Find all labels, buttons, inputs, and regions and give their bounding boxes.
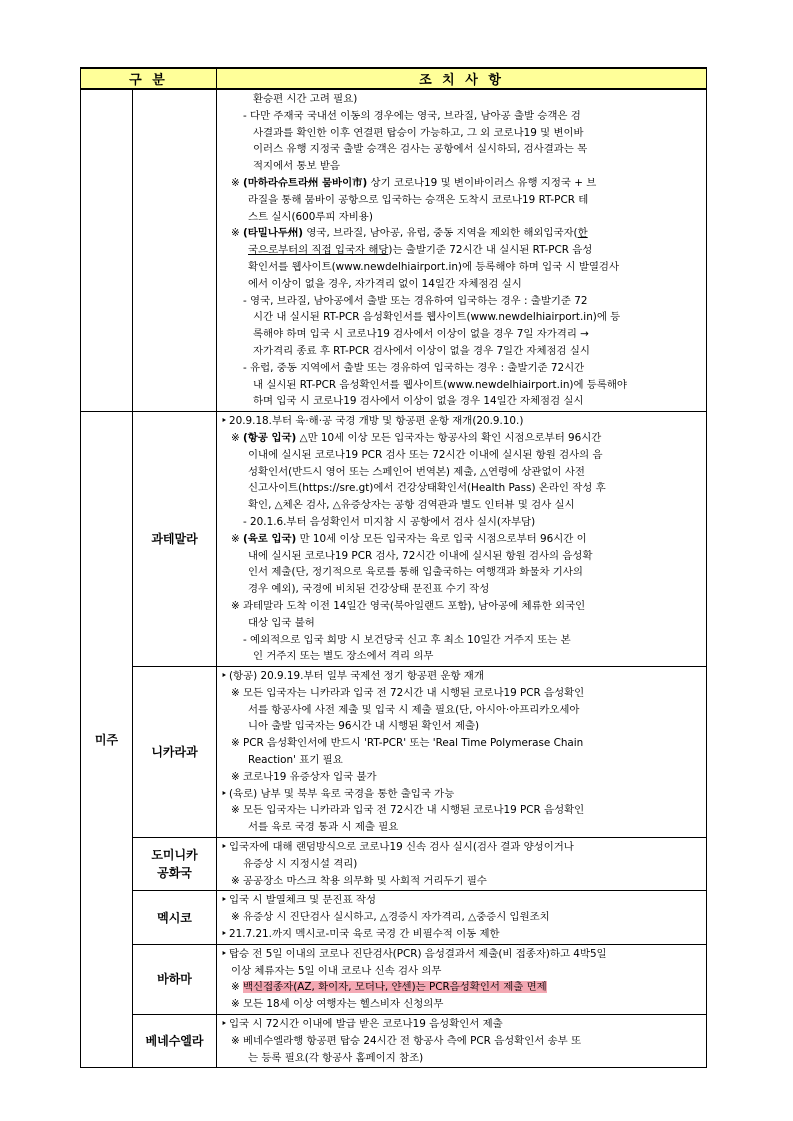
line-text: 는 등록 필요(각 항공사 홈페이지 참조)	[248, 1051, 424, 1064]
line-text: 성확인서(반드시 영어 또는 스페인어 번역본) 제출, △연령에 상관없이 사전	[248, 465, 585, 478]
region-cell: 미주	[81, 412, 133, 1068]
country-name-line: 공화국	[157, 866, 192, 881]
line-text: PCR 음성확인서에 반드시 'RT-PCR' 또는 'Real Time Polymerase Chain	[243, 737, 584, 750]
content-line	[221, 1016, 702, 1033]
content-line	[221, 564, 702, 581]
line-text: 스트 실시(600루피 자비용)	[248, 210, 373, 223]
content-line	[221, 430, 702, 447]
line-text: 입국 시 발열체크 및 문진표 작성	[229, 894, 376, 907]
content-line	[221, 413, 702, 430]
content-line	[221, 531, 702, 548]
content-line	[221, 856, 702, 873]
country-name-line: 도미니카	[151, 848, 198, 863]
content-line	[221, 615, 702, 632]
line-text: 인 거주지 또는 별도 장소에서 격리 의무	[253, 650, 434, 663]
line-text: 내에 실시된 코로나19 PCR 검사, 72시간 이내에 실시된 항원 검사의 음성확	[248, 549, 593, 562]
content-line	[221, 819, 702, 836]
table-row	[81, 1015, 707, 1068]
table-row	[81, 944, 707, 1014]
line-text: 사결과를 확인한 이후 연결편 탑승이 가능하고, 그 외 코로나19 및 변이바	[253, 126, 584, 139]
country-name: 베네수엘라	[133, 1015, 217, 1068]
line-text: 입국 시 72시간 이내에 발급 받은 코로나19 음성확인서 제출	[229, 1018, 503, 1031]
content-line	[221, 548, 702, 565]
line-text: 20.9.18.부터 육·해·공 국경 개방 및 항공편 운항 재개(20.9.10.)	[229, 415, 524, 428]
content-line	[221, 293, 702, 310]
underlined-text: 한	[577, 227, 588, 240]
content-line	[221, 141, 702, 158]
line-text: 코로나19 유증상자 입국 불가	[243, 770, 377, 783]
content-line	[221, 892, 702, 909]
line-text: 신고사이트(https://sre.gt)에서 건강상태확인서(Health Pass) 온라인 작성 후	[248, 482, 606, 495]
underlined-text: 국으로부터의 직접 입국자 해당	[248, 244, 389, 257]
measures-table	[80, 67, 707, 1068]
line-text: Reaction' 표기 필요	[248, 754, 343, 767]
content-line	[221, 447, 702, 464]
bullet-mark: ‣	[221, 928, 228, 941]
line-text: - 유럽, 중동 지역에서 출발 또는 경유하여 입국하는 경우 : 출발기준 72시간	[243, 361, 585, 374]
header-category: 구 분	[81, 68, 217, 89]
line-text: 과테말라 도착 이전 14일간 영국(북아일랜드 포함), 남아공에 체류한 외국인	[243, 599, 586, 612]
country-name: 니카라과	[133, 667, 217, 838]
line-text: 공공장소 마스크 착용 의무화 및 사회적 거리두기 필수	[243, 874, 487, 887]
line-text: 모든 18세 이상 여행자는 헬스비자 신청의무	[243, 998, 444, 1011]
table-row-intro	[81, 89, 707, 412]
bullet-mark: ‣	[221, 1018, 228, 1031]
line-text: 입국자에 대해 랜덤방식으로 코로나19 신속 검사 실시(검사 결과 양성이거나	[229, 841, 574, 854]
content-line	[221, 873, 702, 890]
note-mark: ※	[231, 874, 244, 887]
line-text: 적지에서 통보 받음	[253, 160, 340, 173]
content-line	[221, 926, 702, 943]
country-measures	[217, 944, 707, 1014]
table-row	[81, 838, 707, 891]
line-text: (항공) 20.9.19.부터 일부 국제선 정기 항공편 운항 재개	[229, 670, 484, 683]
bullet-mark: ‣	[221, 670, 228, 683]
line-text: 모든 입국자는 니카라과 입국 전 72시간 내 시행된 코로나19 PCR 음성확인	[243, 804, 585, 817]
note-mark: ※	[231, 911, 244, 924]
country-name	[133, 838, 217, 891]
content-line	[221, 1050, 702, 1067]
content-line	[221, 909, 702, 926]
content-line	[221, 839, 702, 856]
content-line	[221, 259, 702, 276]
note-mark: ※	[231, 599, 244, 612]
content-line	[221, 393, 702, 410]
line-text: 인서 제출(단, 정기적으로 육로를 통해 입출국하는 여행객과 화물차 기사의	[248, 566, 583, 579]
line-text: 탑승 전 5일 이내의 코로나 진단검사(PCR) 음성결과서 제출(비 접종자)하고 4박5일	[229, 947, 607, 960]
content-line	[221, 685, 702, 702]
line-text: 이상 체류자는 5일 이내 코로나 신속 검사 의무	[231, 964, 442, 977]
content-line	[221, 735, 702, 752]
content-line	[221, 702, 702, 719]
line-text: (육로) 남부 및 북부 육로 국경을 통한 출입국 가능	[229, 787, 455, 800]
line-text: 상기 코로나19 및 변이바이러스 유행 지정국 + 브	[367, 176, 597, 189]
country-name: 과테말라	[133, 412, 217, 667]
line-text: 유증상 시 진단검사 실시하고, △경증시 자가격리, △중증시 입원조치	[243, 911, 550, 924]
line-text: 하며 입국 시 코로나19 검사에서 이상이 없을 경우 14일간 자체점검 실시	[253, 395, 584, 408]
country-name: 바하마	[133, 944, 217, 1014]
line-text: 서를 항공사에 사전 제출 및 입국 시 제출 필요(단, 아시아·아프리카오세아	[248, 703, 580, 716]
content-line	[221, 581, 702, 598]
content-line	[221, 514, 702, 531]
line-text: 확인서를 웹사이트(www.newdelhiairport.in)에 등록해야 하며 입국 시 발열검사	[248, 260, 620, 273]
content-line	[221, 769, 702, 786]
note-mark: ※	[231, 431, 244, 444]
bold-label: (타밀나두州)	[243, 227, 304, 240]
line-text: 대상 입국 불허	[248, 616, 315, 629]
line-text: - 예외적으로 입국 희망 시 보건당국 신고 후 최소 10일간 거주지 또는 본	[243, 633, 571, 646]
table-row	[81, 891, 707, 944]
content-line	[221, 360, 702, 377]
content-line	[221, 979, 702, 996]
bold-label: (항공 입국)	[243, 431, 297, 444]
note-mark: ※	[231, 686, 244, 699]
bullet-mark: ‣	[221, 894, 228, 907]
content-line	[221, 632, 702, 649]
content-line	[221, 209, 702, 226]
header-measures: 조 치 사 항	[217, 68, 707, 89]
bullet-mark: ‣	[221, 415, 228, 428]
content-line	[221, 480, 702, 497]
line-text: 이내에 실시된 코로나19 PCR 검사 또는 72시간 이내에 실시된 항원 검사의 음	[248, 448, 603, 461]
note-mark: ※	[231, 804, 244, 817]
content-line	[221, 158, 702, 175]
content-line	[221, 225, 702, 242]
line-text: 내 실시된 RT-PCR 음성확인서를 웹사이트(www.newdelhiairport.in)에 등록해야	[253, 378, 627, 391]
bold-label: (육로 입국)	[243, 532, 297, 545]
note-mark: ※	[231, 1034, 244, 1047]
note-mark: ※	[231, 998, 244, 1011]
content-line	[221, 276, 702, 293]
line-text: 백신접종자(AZ, 화이자, 모더나, 얀센)는 PCR음성확인서 제출 면제	[243, 981, 547, 994]
note-mark: ※	[231, 737, 244, 750]
bold-label: (마하라슈트라州 뭄바이市)	[243, 176, 368, 189]
content-line	[221, 963, 702, 980]
table-header-row	[81, 68, 707, 89]
content-line	[221, 786, 702, 803]
content-line	[221, 192, 702, 209]
line-text: )는 출발기준 72시간 내 실시된 RT-PCR 음성	[388, 244, 593, 257]
table-row	[81, 667, 707, 838]
content-line	[221, 175, 702, 192]
note-mark: ※	[231, 176, 244, 189]
content-line	[221, 326, 702, 343]
content-line	[221, 668, 702, 685]
note-mark: ※	[231, 981, 244, 994]
content-line	[221, 598, 702, 615]
country-measures	[217, 891, 707, 944]
country-measures	[217, 838, 707, 891]
country-measures	[217, 667, 707, 838]
content-line	[221, 343, 702, 360]
content-line	[221, 108, 702, 125]
line-text: - 20.1.6.부터 음성확인서 미지참 시 공항에서 검사 실시(자부담)	[243, 515, 536, 528]
bullet-mark: ‣	[221, 841, 228, 854]
note-mark: ※	[231, 770, 244, 783]
content-line	[221, 309, 702, 326]
content-line	[221, 648, 702, 665]
line-text: 이러스 유행 지정국 출발 승객은 검사는 공항에서 실시하되, 검사결과는 목	[253, 143, 588, 156]
content-line	[221, 946, 702, 963]
content-line	[221, 242, 702, 259]
line-text: - 영국, 브라질, 남아공에서 출발 또는 경유하여 입국하는 경우 : 출발기준 72	[243, 294, 588, 307]
content-line	[221, 1033, 702, 1050]
blank-cell	[81, 89, 133, 412]
content-line	[221, 752, 702, 769]
line-text: 21.7.21.까지 멕시코-미국 육로 국경 간 비필수적 이동 제한	[229, 928, 500, 941]
line-text: 영국, 브라질, 남아공, 유럽, 중동 지역을 제외한 해외입국자(	[303, 227, 578, 240]
line-text: 환승편 시간 고려 필요)	[253, 93, 358, 105]
note-mark: ※	[231, 532, 244, 545]
content-line	[221, 497, 702, 514]
content-line	[221, 377, 702, 394]
line-text: 베네수엘라행 항공편 탑승 24시간 전 항공사 측에 PCR 음성확인서 송부 또	[243, 1034, 582, 1047]
line-text: 라질을 통해 뭄바이 공항으로 입국하는 승객은 도착시 코로나19 RT-PCR 테	[248, 193, 589, 206]
content-line	[221, 125, 702, 142]
line-text: 록해야 하며 입국 시 코로나19 검사에서 이상이 없을 경우 7일 자가격리 →	[253, 328, 589, 341]
content-line	[221, 91, 702, 108]
line-text: 유증상 시 지정시설 격리)	[243, 857, 358, 870]
line-text: 자가격리 종료 후 RT-PCR 검사에서 이상이 없을 경우 7일간 자체점검 실시	[253, 344, 590, 357]
country-measures	[217, 412, 707, 667]
line-text: 에서 이상이 없을 경우, 자가격리 없이 14일간 자체점검 실시	[248, 277, 522, 290]
line-text: △만 10세 이상 모든 입국자는 항공사의 확인 시점으로부터 96시간	[296, 431, 602, 444]
line-text: 서를 육로 국경 통과 시 제출 필요	[248, 821, 399, 834]
content-line	[221, 464, 702, 481]
line-text: 확인, △체온 검사, △유증상자는 공항 검역관과 별도 인터뷰 및 검사 실시	[248, 499, 575, 512]
content-line	[221, 718, 702, 735]
bullet-mark: ‣	[221, 787, 228, 800]
country-measures	[217, 1015, 707, 1068]
country-name: 멕시코	[133, 891, 217, 944]
intro-content	[217, 89, 707, 412]
line-text: 모든 입국자는 니카라과 입국 전 72시간 내 시행된 코로나19 PCR 음성확인	[243, 686, 585, 699]
content-line	[221, 996, 702, 1013]
blank-cell	[133, 89, 217, 412]
line-text: - 다만 주재국 국내선 이동의 경우에는 영국, 브라질, 남아공 출발 승객은 검	[243, 109, 581, 122]
line-text: 만 10세 이상 모든 입국자는 육로 입국 시점으로부터 96시간 이	[296, 532, 587, 545]
line-text: 시간 내 실시된 RT-PCR 음성확인서를 웹사이트(www.newdelhiairport.in)에 등	[253, 311, 621, 324]
table-row	[81, 412, 707, 667]
note-mark: ※	[231, 227, 244, 240]
bullet-mark: ‣	[221, 947, 228, 960]
content-line	[221, 802, 702, 819]
line-text: 니아 출발 입국자는 96시간 내 시행된 확인서 제출)	[248, 720, 480, 733]
line-text: 경우 예외), 국경에 비치된 건강상태 문진표 수기 작성	[248, 583, 490, 596]
